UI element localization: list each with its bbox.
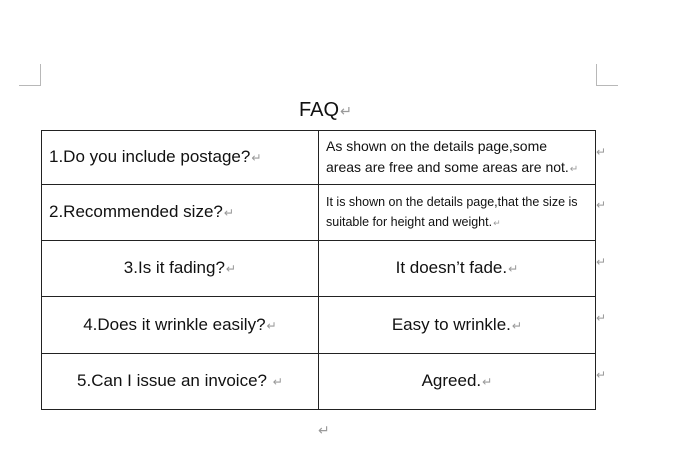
paragraph-mark-icon: ↵ [225, 262, 237, 276]
faq-question-text: 1.Do you include postage? [49, 147, 251, 166]
faq-table [41, 130, 596, 410]
faq-question-text: 5.Can I issue an invoice? [77, 371, 272, 390]
faq-answer-text: As shown on the details page,some [326, 137, 548, 154]
row-end-mark-icon: ↵ [596, 311, 607, 325]
faq-answer-text: It doesn’t fade. [395, 258, 508, 277]
faq-row [42, 131, 596, 185]
faq-answer-line [326, 212, 588, 233]
faq-row [42, 241, 596, 297]
paragraph-mark-icon: ↵ [251, 151, 262, 165]
faq-answer-text: suitable for height and weight. [326, 215, 493, 229]
faq-answer-cell[interactable] [319, 354, 596, 410]
faq-answer-line [326, 136, 588, 157]
paragraph-mark-icon: ↵ [493, 218, 501, 228]
faq-question-cell[interactable] [42, 297, 319, 354]
row-end-mark-icon: ↵ [596, 255, 607, 269]
faq-answer-text: Easy to wrinkle. [391, 314, 511, 334]
faq-answer-cell[interactable] [319, 185, 596, 241]
faq-answer-text: areas are free and some areas are not. [326, 158, 569, 175]
paragraph-mark-icon: ↵ [223, 206, 235, 220]
faq-row [42, 297, 596, 354]
paragraph-mark-icon: ↵ [508, 262, 519, 276]
top-left-corner-marker [19, 64, 41, 86]
row-end-mark-icon: ↵ [596, 368, 607, 382]
row-end-mark-icon: ↵ [596, 145, 607, 159]
faq-row [42, 354, 596, 410]
faq-answer-cell[interactable] [319, 297, 596, 354]
paragraph-mark-icon: ↵ [511, 318, 523, 333]
faq-row [42, 185, 596, 241]
faq-answer-text: It is shown on the details page,that the size is [326, 195, 578, 209]
faq-question-cell[interactable] [42, 354, 319, 410]
paragraph-mark-icon: ↵ [318, 422, 330, 438]
top-right-corner-marker [596, 64, 618, 86]
faq-answer-line [326, 157, 588, 180]
faq-title [299, 99, 352, 123]
faq-title-text: FAQ [299, 99, 340, 121]
faq-question-text: 4.Does it wrinkle easily? [83, 314, 266, 334]
faq-question-text: 3.Is it fading? [123, 258, 225, 277]
faq-question-cell[interactable] [42, 241, 319, 297]
faq-question-cell[interactable] [42, 131, 319, 185]
faq-answer-line [326, 192, 588, 212]
faq-answer-cell[interactable] [319, 241, 596, 297]
paragraph-mark-icon: ↵ [482, 375, 493, 389]
faq-answer-text: Agreed. [421, 371, 482, 390]
paragraph-mark-icon: ↵ [266, 318, 277, 333]
faq-question-text: 2.Recommended size? [49, 202, 223, 221]
faq-answer-cell[interactable] [319, 131, 596, 185]
faq-question-cell[interactable] [42, 185, 319, 241]
row-end-mark-icon: ↵ [596, 198, 607, 212]
paragraph-mark-icon: ↵ [340, 104, 353, 120]
paragraph-mark-icon: ↵ [569, 163, 579, 175]
paragraph-mark-icon: ↵ [272, 375, 283, 389]
